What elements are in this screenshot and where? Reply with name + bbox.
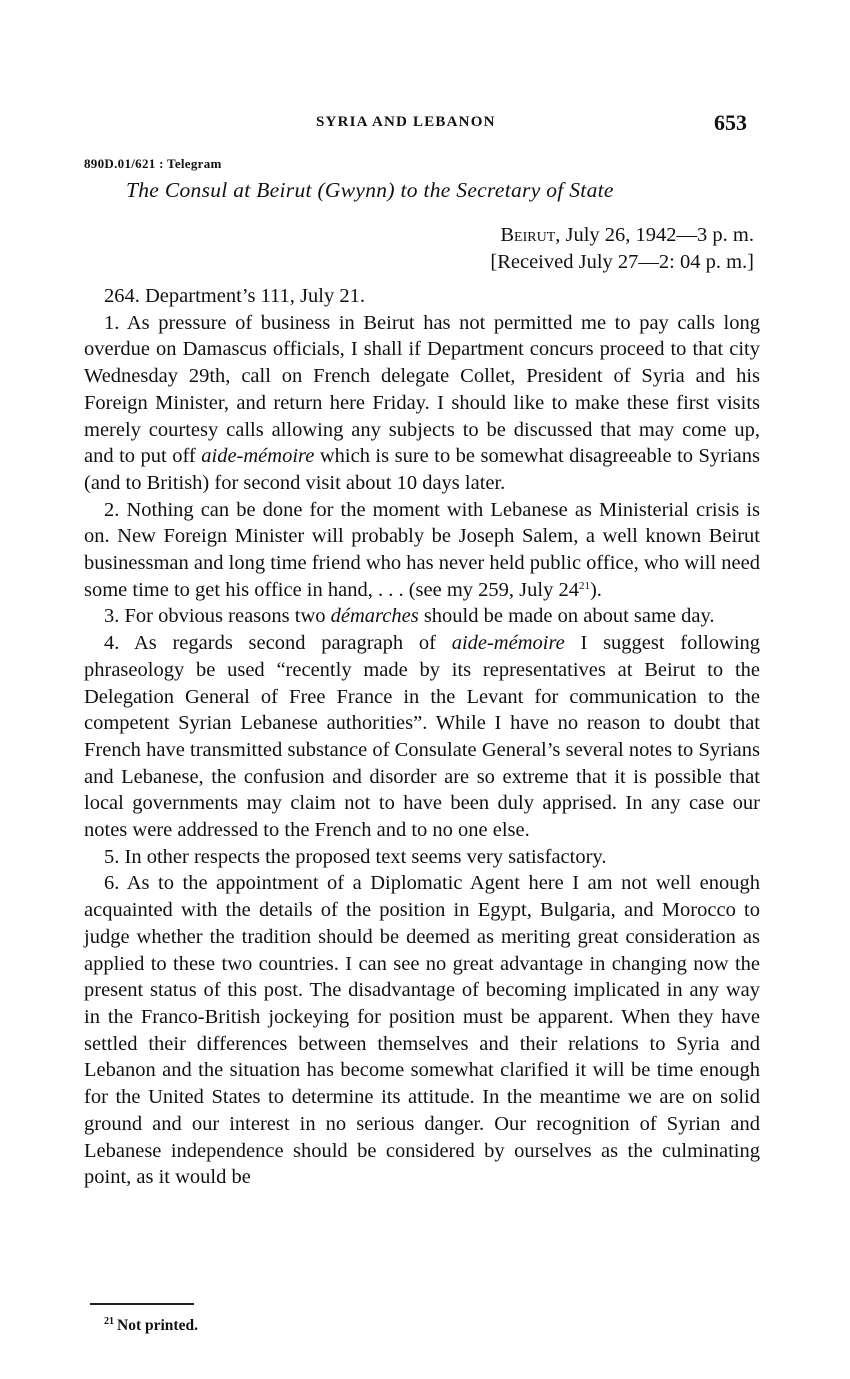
paragraph-1-italic: aide-mémoire (201, 445, 315, 468)
paragraph-1-text-b: which is sure to be somewhat disagreeable to Syrians (and to British) for second visit about 10 days later. (84, 445, 761, 494)
paragraph-4-text-b: I suggest following phraseology be used “recently made by its representatives at Beirut to the Delegation General of Free France in the Levant for communication to the competent Syrian Lebanese authorities”. While I have no reason to doubt that French have transmitted substance of Consulate General’s several notes to Syrians and Lebanese, the confusion and disorder are so extreme that it is possible that local governments may claim not to have been duly apprised. In any case our notes were addressed to the French and to no one else. (84, 632, 761, 842)
paragraph-5: 5. In other respects the proposed text seems very satisfactory. (104, 845, 607, 868)
running-title: SYRIA AND LEBANON (316, 114, 496, 130)
paragraph-3 (84, 603, 760, 630)
paragraph-2-text-a: 2. Nothing can be done for the moment with Lebanese as Ministerial crisis is on. New Foreign Minister will probably be Joseph Salem, a well known Beirut businessman and long time friend who has never held public office, who will need some time to get his office in hand, . . . (see my 259, July 24 (84, 498, 760, 601)
footnote (104, 1316, 198, 1335)
paragraph-3-italic: démarches (330, 605, 419, 628)
paragraph-4-italic: aide-mémoire (451, 632, 565, 655)
paragraph-2-text-b: ). (589, 578, 602, 601)
dateline-sent (490, 222, 754, 249)
paragraph-1 (84, 310, 760, 497)
paragraph-1-text-a: 1. As pressure of business in Beirut has not permitted me to pay calls long overdue on Damascus officials, I shall if Department concurs proceed to that city Wednesday 29th, call on French delegate Collet, President of Syria and his Foreign Minister, and return here Friday. I should like to make these first visits merely courtesy calls allowing any subjects to be discussed that may come up, and to put off (84, 311, 760, 468)
dateline-received: [Received July 27—2: 04 p. m.] (490, 251, 754, 273)
paragraph-2 (84, 497, 760, 604)
running-head (0, 110, 850, 138)
footnote-mark: 21 (104, 1316, 114, 1327)
paragraph-intro: 264. Department’s 111, July 21. (104, 285, 365, 307)
dateline (490, 222, 754, 276)
footnote-text: Not printed. (117, 1317, 198, 1334)
dateline-place: Beirut, (500, 224, 561, 246)
paragraph-6: 6. As to the appointment of a Diplomatic Agent here I am not well enough acquainted with the details of the position in Egypt, Bulgaria, and Morocco to judge whether the tradition should be deemed as meriting great consideration as applied to these two countries. I can see no great advantage in changing now the present status of this post. The disadvantage of becoming implicated in any way in the Franco-British jockeying for position must be apparent. When they have settled their differences between themselves and their relations to Syria and Lebanon and the situation has become somewhat clarified it will be time enough for the United States to determine its attitude. In the meantime we are on solid ground and our interest in no serious danger. Our recognition of Syrian and Lebanese independence should be considered by ourselves as the culminating point, as it would be (84, 872, 760, 1189)
page-number: 653 (714, 110, 747, 135)
dateline-date: July 26, 1942—3 p. m. (565, 224, 754, 246)
document-title: The Consul at Beirut (Gwynn) to the Secretary of State (126, 178, 614, 202)
paragraph-4-text-a: 4. As regards second paragraph of (104, 632, 436, 655)
footnote-reference: 21 (578, 579, 590, 592)
telegram-body (84, 283, 760, 1191)
file-reference: 890D.01/621 : Telegram (84, 156, 222, 171)
paragraph-4 (84, 630, 760, 844)
paragraph-3-text-b: should be made on about same day. (423, 605, 715, 628)
footnote-divider (90, 1303, 194, 1305)
paragraph-3-text-a: 3. For obvious reasons two (104, 605, 326, 628)
